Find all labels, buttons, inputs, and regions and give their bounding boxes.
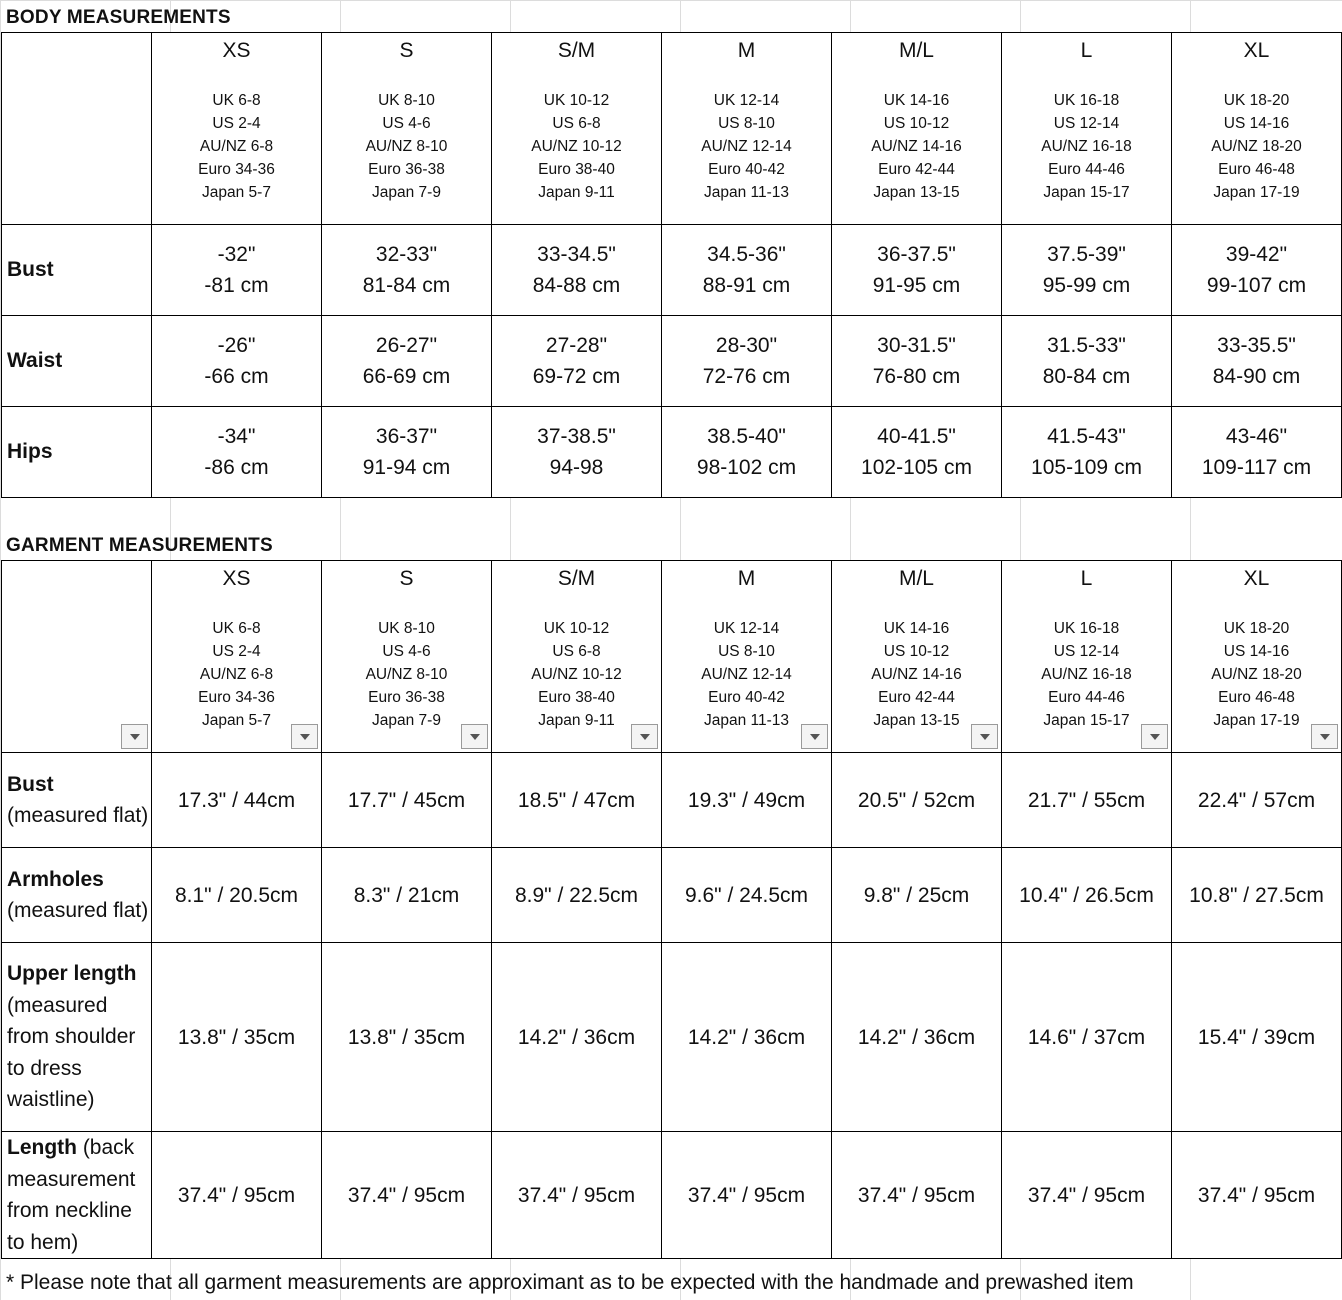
filter-dropdown-icon[interactable] <box>291 724 318 749</box>
measurement-cell <box>1002 225 1172 316</box>
size-conversion-us: US 14-16 <box>1223 643 1290 660</box>
size-conversion-aunz: AU/NZ 16-18 <box>1041 138 1132 155</box>
measurement-cell: 20.5" / 52cm <box>832 753 1002 848</box>
measurement-inches: 38.5-40" <box>707 425 786 448</box>
size-conversion-us: US 8-10 <box>718 115 775 132</box>
filter-dropdown-icon[interactable] <box>971 724 998 749</box>
size-header-cell <box>152 33 322 225</box>
size-name: M/L <box>898 39 934 62</box>
garment-row <box>2 848 1342 943</box>
measurement-inches: -34" <box>217 425 256 448</box>
size-conversion-japan: Japan 11-13 <box>703 184 790 201</box>
measurement-inches: 37-38.5" <box>537 425 616 448</box>
size-conversion-japan: Japan 9-11 <box>538 712 615 729</box>
size-conversion-uk: UK 8-10 <box>378 620 435 637</box>
measurement-inches: 26-27" <box>375 334 438 357</box>
measurement-cm: -81 cm <box>204 274 269 297</box>
size-conversion-euro: Euro 46-48 <box>1218 689 1295 706</box>
measurement-cm: 80-84 cm <box>1042 365 1131 388</box>
measurement-cm: 72-76 cm <box>702 365 791 388</box>
size-conversion-aunz: AU/NZ 8-10 <box>365 666 448 683</box>
measurement-cell: 37.4" / 95cm <box>322 1132 492 1259</box>
row-label-text: Bust <box>7 258 54 282</box>
measurement-inches: 37.5-39" <box>1047 243 1126 266</box>
size-conversion-us: US 6-8 <box>552 643 601 660</box>
size-conversion-euro: Euro 36-38 <box>368 161 445 178</box>
size-conversion-us: US 2-4 <box>212 643 261 660</box>
size-header-cell <box>832 33 1002 225</box>
row-label-bold: Bust <box>7 772 54 796</box>
size-name: M <box>737 39 756 62</box>
size-conversion-aunz: AU/NZ 12-14 <box>701 138 792 155</box>
measurement-inches: -32" <box>217 243 256 266</box>
size-conversion-japan: Japan 13-15 <box>873 184 960 201</box>
measurement-inches: 41.5-43" <box>1047 425 1126 448</box>
size-conversion-japan: Japan 7-9 <box>372 712 441 729</box>
size-conversion-uk: UK 14-16 <box>883 92 950 109</box>
measurement-cell <box>832 407 1002 498</box>
row-label <box>2 753 152 848</box>
size-conversion-aunz: AU/NZ 12-14 <box>701 666 792 683</box>
measurement-cell <box>322 316 492 407</box>
size-conversion-us: US 12-14 <box>1053 115 1120 132</box>
size-conversion-uk: UK 16-18 <box>1053 92 1120 109</box>
row-label <box>2 407 152 498</box>
measurement-inches: -26" <box>217 334 256 357</box>
body-row-bust <box>2 225 1342 316</box>
measurement-cell <box>1172 407 1342 498</box>
size-name: M <box>737 567 756 590</box>
size-conversion-japan: Japan 5-7 <box>202 712 271 729</box>
size-conversion-japan: Japan 9-11 <box>538 184 615 201</box>
size-header-row <box>2 33 1342 225</box>
measurement-cell <box>662 316 832 407</box>
measurement-inches: 36-37.5" <box>877 243 956 266</box>
filter-dropdown-icon[interactable] <box>631 724 658 749</box>
measurement-cell: 37.4" / 95cm <box>492 1132 662 1259</box>
measurement-cell <box>322 407 492 498</box>
size-conversion-uk: UK 14-16 <box>883 620 950 637</box>
size-conversion-uk: UK 18-20 <box>1223 92 1290 109</box>
size-conversion-euro: Euro 42-44 <box>878 161 955 178</box>
measurement-cell: 37.4" / 95cm <box>662 1132 832 1259</box>
measurement-cell: 21.7" / 55cm <box>1002 753 1172 848</box>
size-conversion-aunz: AU/NZ 10-12 <box>531 138 622 155</box>
size-header-cell <box>492 33 662 225</box>
measurement-cell: 14.2" / 36cm <box>832 943 1002 1132</box>
measurement-cm: 102-105 cm <box>861 456 972 479</box>
measurement-cell: 14.2" / 36cm <box>662 943 832 1132</box>
size-conversion-japan: Japan 17-19 <box>1213 184 1300 201</box>
garment-row <box>2 1132 1342 1259</box>
measurement-cell: 9.8" / 25cm <box>832 848 1002 943</box>
row-label-bold: Upper length <box>7 962 137 986</box>
size-header-cell <box>832 561 1002 753</box>
size-header-cell <box>492 561 662 753</box>
measurement-cell: 8.3" / 21cm <box>322 848 492 943</box>
size-conversion-uk: UK 12-14 <box>713 92 780 109</box>
measurement-cm: 105-109 cm <box>1031 456 1142 479</box>
size-header-cell <box>662 561 832 753</box>
garment-measurements-title: GARMENT MEASUREMENTS <box>6 535 273 556</box>
row-label <box>2 848 152 943</box>
measurement-cell: 37.4" / 95cm <box>832 1132 1002 1259</box>
measurement-inches: 32-33" <box>375 243 438 266</box>
body-row-waist <box>2 316 1342 407</box>
size-conversion-uk: UK 10-12 <box>543 620 610 637</box>
measurement-cm: 95-99 cm <box>1042 274 1131 297</box>
measurement-cell: 37.4" / 95cm <box>152 1132 322 1259</box>
body-row-hips <box>2 407 1342 498</box>
measurement-inches: 33-34.5" <box>537 243 616 266</box>
size-conversion-uk: UK 12-14 <box>713 620 780 637</box>
body-measurements-title: BODY MEASUREMENTS <box>6 7 231 28</box>
measurement-cm: 66-69 cm <box>362 365 451 388</box>
size-header-row <box>2 561 1342 753</box>
measurement-cell <box>1172 316 1342 407</box>
measurement-cell <box>492 407 662 498</box>
measurement-cell: 15.4" / 39cm <box>1172 943 1342 1132</box>
row-label-detail: (measured flat) <box>7 804 149 827</box>
measurement-inches: 28-30" <box>715 334 778 357</box>
size-conversion-euro: Euro 38-40 <box>538 689 615 706</box>
row-label-detail: (back measurement from neckline to hem) <box>7 1136 136 1254</box>
size-conversion-euro: Euro 46-48 <box>1218 161 1295 178</box>
size-header-cell <box>1002 561 1172 753</box>
size-name: S/M <box>557 39 596 62</box>
size-conversion-us: US 4-6 <box>382 643 431 660</box>
size-conversion-euro: Euro 44-46 <box>1048 161 1125 178</box>
size-header-cell <box>1172 33 1342 225</box>
measurement-cell <box>662 407 832 498</box>
measurement-cm: 94-98 <box>549 456 604 479</box>
size-conversion-us: US 14-16 <box>1223 115 1290 132</box>
measurement-inches: 33-35.5" <box>1217 334 1296 357</box>
corner-cell <box>2 33 152 225</box>
size-conversion-us: US 4-6 <box>382 115 431 132</box>
size-conversion-uk: UK 16-18 <box>1053 620 1120 637</box>
measurement-cm: 69-72 cm <box>532 365 621 388</box>
corner-cell <box>2 561 152 753</box>
measurement-cell <box>492 316 662 407</box>
size-conversion-us: US 10-12 <box>883 115 950 132</box>
measurement-cell <box>152 225 322 316</box>
measurement-cell <box>492 225 662 316</box>
size-conversion-japan: Japan 15-17 <box>1043 184 1130 201</box>
size-header-cell <box>322 33 492 225</box>
size-header-cell <box>662 33 832 225</box>
row-label-detail: (measured from shoulder to dress waistline) <box>7 993 136 1112</box>
row-label <box>2 1132 152 1259</box>
size-conversion-us: US 2-4 <box>212 115 261 132</box>
row-label <box>2 316 152 407</box>
filter-dropdown-icon[interactable] <box>1141 724 1168 749</box>
size-conversion-aunz: AU/NZ 14-16 <box>871 666 962 683</box>
footnote: * Please note that all garment measurements are approximant as to be expected with the handmade and prewashed item <box>6 1271 1134 1294</box>
size-conversion-euro: Euro 44-46 <box>1048 689 1125 706</box>
size-name: XS <box>222 39 251 62</box>
size-conversion-aunz: AU/NZ 6-8 <box>199 138 274 155</box>
measurement-cm: 84-90 cm <box>1212 365 1301 388</box>
measurement-inches: 40-41.5" <box>877 425 956 448</box>
measurement-cell: 13.8" / 35cm <box>152 943 322 1132</box>
size-name: S <box>399 567 414 590</box>
row-label-text: Waist <box>7 349 63 373</box>
row-label-detail: (measured flat) <box>7 899 149 922</box>
size-conversion-euro: Euro 42-44 <box>878 689 955 706</box>
body-measurements-table <box>1 32 1342 498</box>
size-conversion-euro: Euro 40-42 <box>708 161 785 178</box>
measurement-cell <box>832 316 1002 407</box>
size-name: S/M <box>557 567 596 590</box>
size-conversion-aunz: AU/NZ 8-10 <box>365 138 448 155</box>
size-name: L <box>1080 39 1093 62</box>
size-conversion-aunz: AU/NZ 18-20 <box>1211 138 1302 155</box>
measurement-cm: 91-94 cm <box>362 456 451 479</box>
measurement-cell: 22.4" / 57cm <box>1172 753 1342 848</box>
filter-dropdown-icon[interactable] <box>801 724 828 749</box>
size-conversion-us: US 10-12 <box>883 643 950 660</box>
measurement-inches: 36-37" <box>375 425 438 448</box>
size-name: XS <box>222 567 251 590</box>
size-conversion-japan: Japan 13-15 <box>873 712 960 729</box>
measurement-cell <box>152 407 322 498</box>
measurement-cm: -86 cm <box>204 456 269 479</box>
size-name: S <box>399 39 414 62</box>
measurement-cm: 99-107 cm <box>1206 274 1307 297</box>
measurement-inches: 30-31.5" <box>877 334 956 357</box>
size-name: M/L <box>898 567 934 590</box>
size-conversion-japan: Japan 15-17 <box>1043 712 1130 729</box>
measurement-cell: 17.3" / 44cm <box>152 753 322 848</box>
measurement-cell: 18.5" / 47cm <box>492 753 662 848</box>
measurement-cell <box>1002 316 1172 407</box>
measurement-cell <box>1172 225 1342 316</box>
measurement-cm: 88-91 cm <box>702 274 791 297</box>
size-conversion-japan: Japan 7-9 <box>372 184 441 201</box>
size-header-cell <box>322 561 492 753</box>
measurement-cell: 14.6" / 37cm <box>1002 943 1172 1132</box>
size-conversion-euro: Euro 34-36 <box>198 689 275 706</box>
size-conversion-euro: Euro 34-36 <box>198 161 275 178</box>
size-conversion-uk: UK 6-8 <box>212 92 261 109</box>
measurement-cm: 109-117 cm <box>1201 456 1312 479</box>
size-conversion-euro: Euro 40-42 <box>708 689 785 706</box>
measurement-cell: 8.1" / 20.5cm <box>152 848 322 943</box>
size-conversion-aunz: AU/NZ 6-8 <box>199 666 274 683</box>
size-conversion-uk: UK 18-20 <box>1223 620 1290 637</box>
measurement-cell: 10.8" / 27.5cm <box>1172 848 1342 943</box>
measurement-cell: 8.9" / 22.5cm <box>492 848 662 943</box>
size-header-cell <box>152 561 322 753</box>
measurement-inches: 39-42" <box>1225 243 1288 266</box>
measurement-cell: 37.4" / 95cm <box>1002 1132 1172 1259</box>
size-header-cell <box>1002 33 1172 225</box>
garment-row <box>2 753 1342 848</box>
measurement-cm: 76-80 cm <box>872 365 961 388</box>
garment-measurements-table <box>1 560 1342 1259</box>
size-header-cell <box>1172 561 1342 753</box>
measurement-cm: 84-88 cm <box>532 274 621 297</box>
measurement-inches: 27-28" <box>545 334 608 357</box>
size-conversion-aunz: AU/NZ 16-18 <box>1041 666 1132 683</box>
measurement-cell: 9.6" / 24.5cm <box>662 848 832 943</box>
size-name: L <box>1080 567 1093 590</box>
filter-dropdown-icon[interactable] <box>461 724 488 749</box>
measurement-cell: 14.2" / 36cm <box>492 943 662 1132</box>
size-conversion-aunz: AU/NZ 10-12 <box>531 666 622 683</box>
size-conversion-us: US 6-8 <box>552 115 601 132</box>
measurement-cell: 17.7" / 45cm <box>322 753 492 848</box>
measurement-cell: 10.4" / 26.5cm <box>1002 848 1172 943</box>
size-conversion-aunz: AU/NZ 14-16 <box>871 138 962 155</box>
size-conversion-japan: Japan 17-19 <box>1213 712 1300 729</box>
size-conversion-uk: UK 8-10 <box>378 92 435 109</box>
measurement-cell <box>1002 407 1172 498</box>
size-conversion-euro: Euro 38-40 <box>538 161 615 178</box>
size-conversion-us: US 8-10 <box>718 643 775 660</box>
size-name: XL <box>1243 567 1270 590</box>
measurement-inches: 43-46" <box>1225 425 1288 448</box>
row-label <box>2 943 152 1132</box>
measurement-cell <box>152 316 322 407</box>
measurement-cm: 81-84 cm <box>362 274 451 297</box>
row-label-bold: Armholes <box>7 867 104 891</box>
size-conversion-japan: Japan 5-7 <box>202 184 271 201</box>
measurement-cell <box>322 225 492 316</box>
row-label <box>2 225 152 316</box>
row-label-bold: Length <box>7 1136 77 1159</box>
measurement-cm: 98-102 cm <box>696 456 797 479</box>
garment-row <box>2 943 1342 1132</box>
row-label-text: Hips <box>7 440 53 464</box>
measurement-cell: 37.4" / 95cm <box>1172 1132 1342 1259</box>
size-name: XL <box>1243 39 1270 62</box>
measurement-cell: 13.8" / 35cm <box>322 943 492 1132</box>
measurement-cell: 19.3" / 49cm <box>662 753 832 848</box>
size-conversion-us: US 12-14 <box>1053 643 1120 660</box>
measurement-inches: 34.5-36" <box>707 243 786 266</box>
size-conversion-aunz: AU/NZ 18-20 <box>1211 666 1302 683</box>
measurement-cm: -66 cm <box>204 365 269 388</box>
measurement-cell <box>662 225 832 316</box>
size-conversion-uk: UK 6-8 <box>212 620 261 637</box>
size-conversion-japan: Japan 11-13 <box>703 712 790 729</box>
filter-dropdown-icon[interactable] <box>121 724 148 749</box>
measurement-cell <box>832 225 1002 316</box>
measurement-cm: 91-95 cm <box>872 274 961 297</box>
size-conversion-uk: UK 10-12 <box>543 92 610 109</box>
size-conversion-euro: Euro 36-38 <box>368 689 445 706</box>
measurement-inches: 31.5-33" <box>1047 334 1126 357</box>
filter-dropdown-icon[interactable] <box>1311 724 1338 749</box>
